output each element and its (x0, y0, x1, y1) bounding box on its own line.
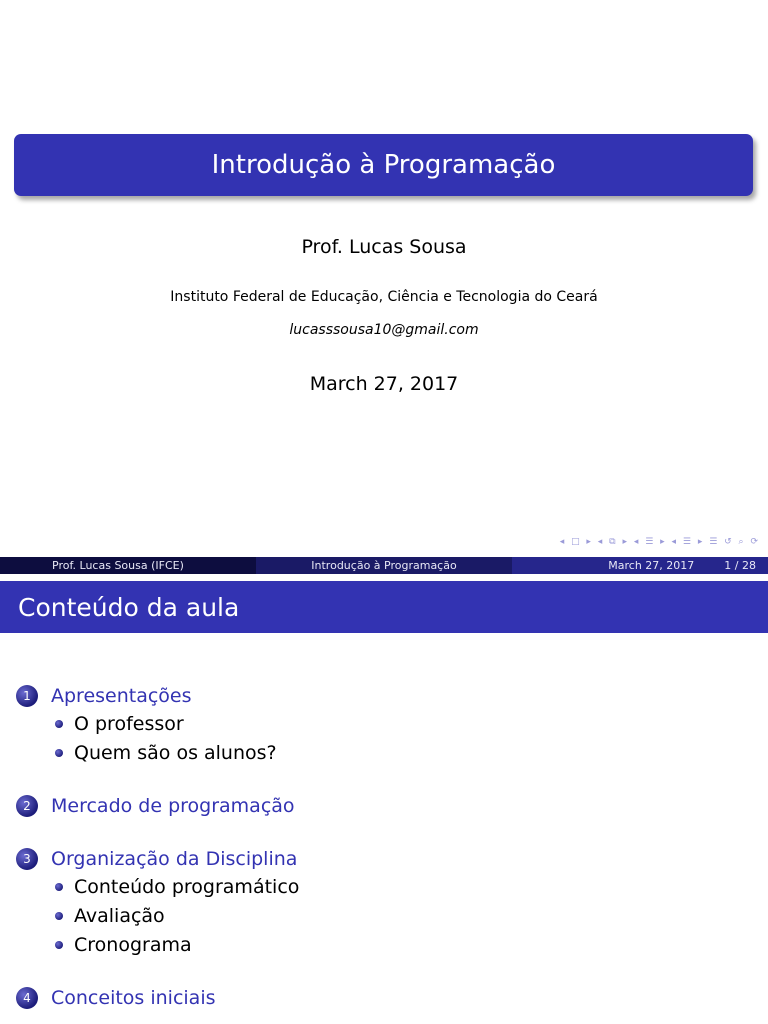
footline-date-page (512, 557, 768, 574)
toc-section-4[interactable] (16, 987, 216, 1009)
bullet-icon (55, 883, 63, 891)
bullet-icon (55, 941, 63, 949)
section-label[interactable]: Organização da Disciplina (51, 848, 298, 870)
bullet-icon (55, 912, 63, 920)
subsection-label[interactable]: Avaliação (74, 905, 165, 927)
section-label[interactable]: Conceitos iniciais (51, 987, 216, 1009)
footline-author: Prof. Lucas Sousa (IFCE) (0, 557, 256, 574)
toc-subsection[interactable] (55, 934, 192, 956)
bullet-icon (55, 720, 63, 728)
author-email[interactable]: lucasssousa10@gmail.com (289, 322, 479, 338)
footline-title: Introdução à Programação (256, 557, 512, 574)
frame-title (0, 581, 768, 633)
subsection-label[interactable]: O professor (74, 713, 184, 735)
subsection-label[interactable]: Cronograma (74, 934, 192, 956)
toc-section-1[interactable] (16, 685, 192, 707)
toc-subsection[interactable] (55, 713, 184, 735)
toc-section-2[interactable] (16, 795, 295, 817)
subsection-label[interactable]: Conteúdo programático (74, 876, 300, 898)
section-number-badge: 3 (16, 848, 38, 870)
footline-date: March 27, 2017 (608, 559, 695, 572)
beamer-navigation-icons[interactable]: ◂ □ ▸ ◂ ⧉ ▸ ◂ ☰ ▸ ◂ ☰ ▸ ☰ ↺ ⌕ ⟳ (559, 537, 760, 547)
section-label[interactable]: Apresentações (51, 685, 192, 707)
frame-title-text: Conteúdo da aula (18, 592, 240, 622)
section-number-badge: 1 (16, 685, 38, 707)
toc-subsection[interactable] (55, 876, 299, 898)
title-box (14, 134, 753, 196)
author-name: Prof. Lucas Sousa (301, 236, 467, 258)
footline (0, 557, 768, 574)
toc-section-3[interactable] (16, 848, 297, 870)
toc-subsection[interactable] (55, 905, 165, 927)
section-number-badge: 2 (16, 795, 38, 817)
section-label[interactable]: Mercado de programação (51, 795, 295, 817)
subsection-label[interactable]: Quem são os alunos? (74, 742, 277, 764)
footline-page-number: 1 / 28 (724, 559, 756, 572)
section-number-badge: 4 (16, 987, 38, 1009)
presentation-title: Introdução à Programação (211, 150, 556, 180)
institute-name: Instituto Federal de Educação, Ciência e Tecnologia do Ceará (170, 289, 598, 305)
presentation-date: March 27, 2017 (309, 373, 459, 395)
bullet-icon (55, 749, 63, 757)
toc-subsection[interactable] (55, 742, 277, 764)
